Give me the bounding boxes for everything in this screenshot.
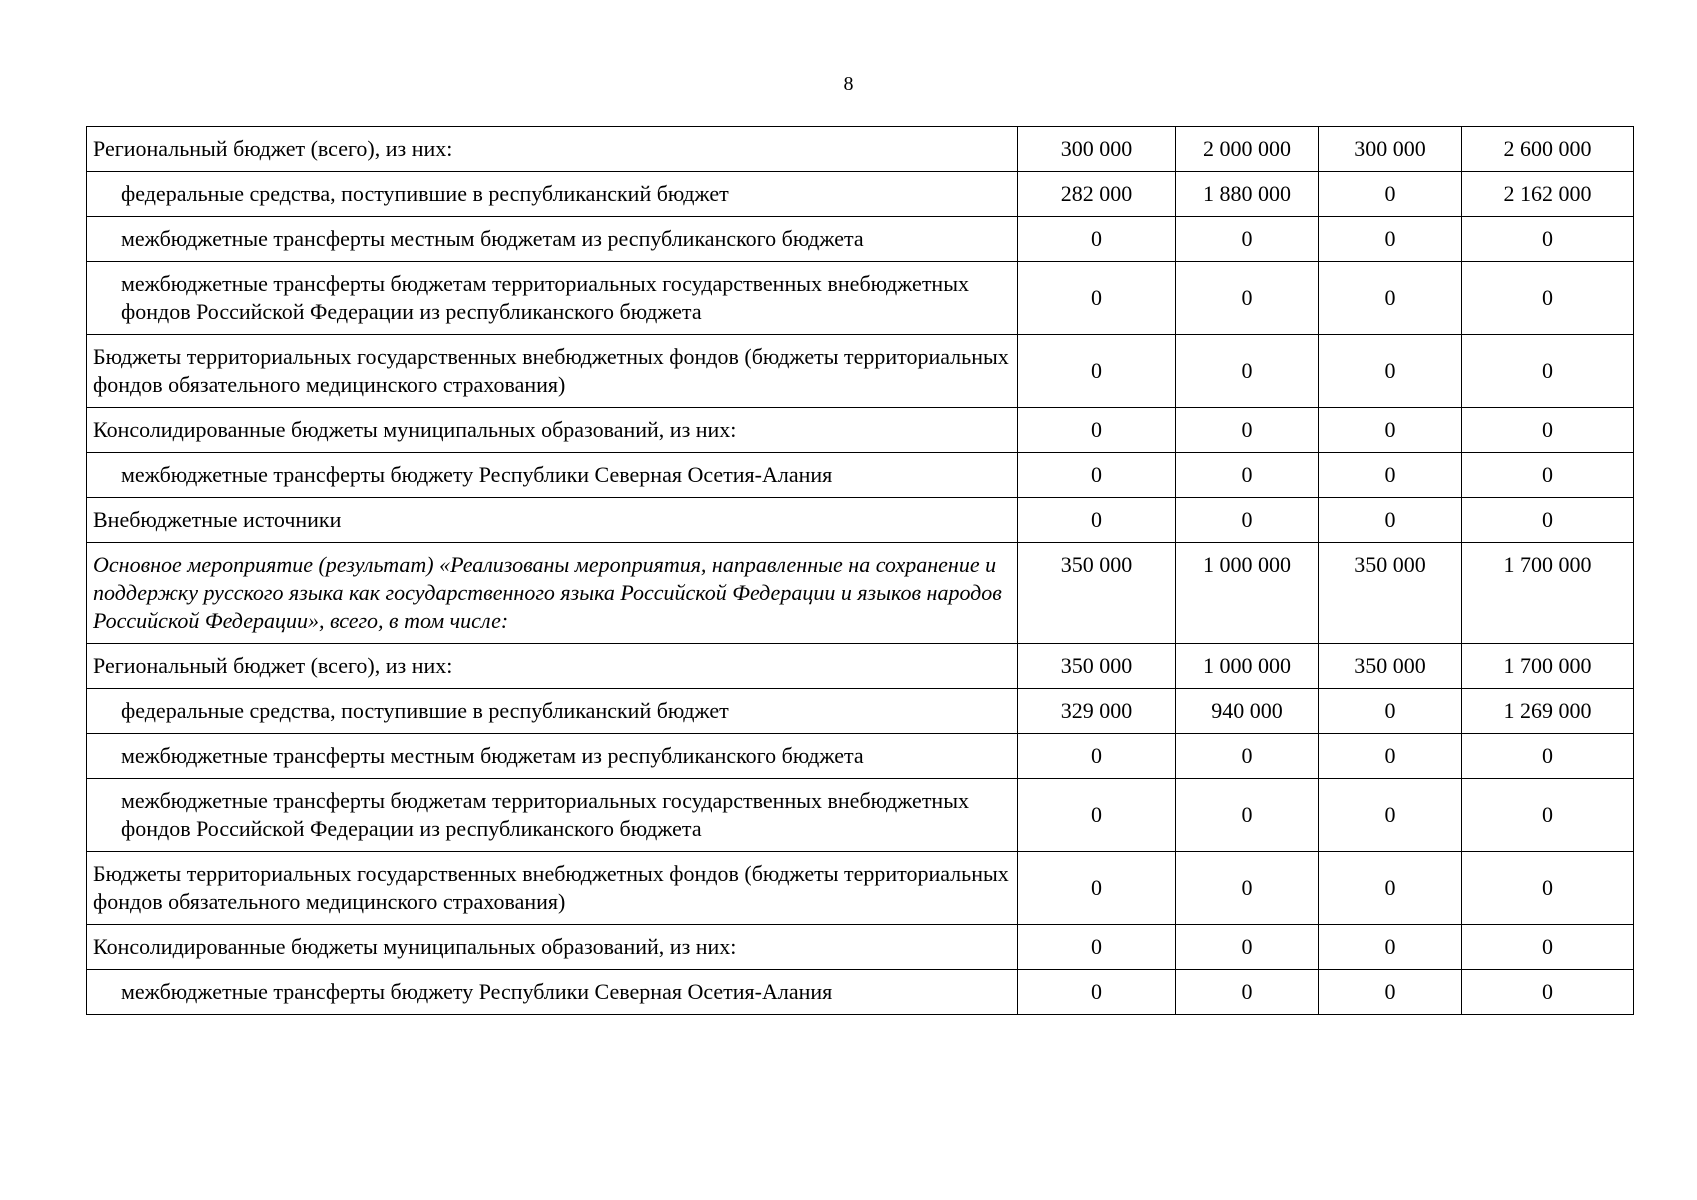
value-cell: 329 000 <box>1018 689 1176 734</box>
value-cell: 0 <box>1319 498 1462 543</box>
page-number: 8 <box>843 73 854 95</box>
value-cell: 0 <box>1319 453 1462 498</box>
value-cell: 350 000 <box>1018 543 1176 644</box>
row-label: Бюджеты территориальных государственных внебюджетных фондов (бюджеты территориальных фондов обязательного медицинского страхования) <box>87 852 1018 925</box>
row-label: межбюджетные трансферты бюджету Республики Северная Осетия-Алания <box>87 453 1018 498</box>
value-cell: 0 <box>1176 453 1319 498</box>
row-label: межбюджетные трансферты местным бюджетам из республиканского бюджета <box>87 734 1018 779</box>
value-cell: 0 <box>1176 734 1319 779</box>
table-row <box>87 335 1634 408</box>
value-cell: 0 <box>1018 453 1176 498</box>
value-cell: 350 000 <box>1018 644 1176 689</box>
value-cell: 0 <box>1319 925 1462 970</box>
table-row <box>87 408 1634 453</box>
value-cell: 0 <box>1018 852 1176 925</box>
value-cell: 1 000 000 <box>1176 543 1319 644</box>
value-cell: 0 <box>1319 689 1462 734</box>
value-cell: 0 <box>1462 925 1634 970</box>
table-row <box>87 453 1634 498</box>
value-cell: 0 <box>1319 262 1462 335</box>
row-label: Внебюджетные источники <box>87 498 1018 543</box>
row-label: федеральные средства, поступившие в республиканский бюджет <box>87 689 1018 734</box>
value-cell: 0 <box>1462 779 1634 852</box>
row-label: Основное мероприятие (результат) «Реализованы мероприятия, направленные на сохранение и поддержку русского языка как государственного языка Российской Федерации и языков народов Российской Федерации», всего, в том числе: <box>87 543 1018 644</box>
value-cell: 0 <box>1319 852 1462 925</box>
table-row <box>87 217 1634 262</box>
table-row <box>87 543 1634 644</box>
value-cell: 0 <box>1462 453 1634 498</box>
value-cell: 940 000 <box>1176 689 1319 734</box>
value-cell: 0 <box>1319 734 1462 779</box>
value-cell: 0 <box>1176 852 1319 925</box>
table-row <box>87 498 1634 543</box>
value-cell: 300 000 <box>1018 127 1176 172</box>
value-cell: 0 <box>1462 408 1634 453</box>
value-cell: 0 <box>1176 408 1319 453</box>
value-cell: 0 <box>1462 217 1634 262</box>
budget-table <box>86 126 1634 1015</box>
value-cell: 0 <box>1176 779 1319 852</box>
row-label: межбюджетные трансферты бюджетам территориальных государственных внебюджетных фондов Российской Федерации из республиканского бюджета <box>87 262 1018 335</box>
table-row <box>87 779 1634 852</box>
value-cell: 0 <box>1319 970 1462 1015</box>
row-label: Консолидированные бюджеты муниципальных образований, из них: <box>87 408 1018 453</box>
table-row <box>87 262 1634 335</box>
table-row <box>87 172 1634 217</box>
value-cell: 0 <box>1018 970 1176 1015</box>
row-label: федеральные средства, поступившие в республиканский бюджет <box>87 172 1018 217</box>
value-cell: 0 <box>1462 734 1634 779</box>
value-cell: 2 600 000 <box>1462 127 1634 172</box>
table-row <box>87 127 1634 172</box>
value-cell: 0 <box>1319 408 1462 453</box>
value-cell: 0 <box>1018 408 1176 453</box>
value-cell: 0 <box>1018 734 1176 779</box>
value-cell: 1 000 000 <box>1176 644 1319 689</box>
value-cell: 1 700 000 <box>1462 543 1634 644</box>
table-row <box>87 852 1634 925</box>
value-cell: 0 <box>1018 217 1176 262</box>
value-cell: 300 000 <box>1319 127 1462 172</box>
table-row <box>87 689 1634 734</box>
table-row <box>87 925 1634 970</box>
value-cell: 350 000 <box>1319 543 1462 644</box>
value-cell: 0 <box>1018 925 1176 970</box>
table-row <box>87 734 1634 779</box>
value-cell: 1 269 000 <box>1462 689 1634 734</box>
value-cell: 350 000 <box>1319 644 1462 689</box>
value-cell: 0 <box>1462 262 1634 335</box>
value-cell: 0 <box>1176 498 1319 543</box>
value-cell: 0 <box>1319 779 1462 852</box>
table-row <box>87 970 1634 1015</box>
value-cell: 0 <box>1462 335 1634 408</box>
value-cell: 282 000 <box>1018 172 1176 217</box>
value-cell: 2 162 000 <box>1462 172 1634 217</box>
row-label: Консолидированные бюджеты муниципальных образований, из них: <box>87 925 1018 970</box>
row-label: Региональный бюджет (всего), из них: <box>87 127 1018 172</box>
value-cell: 0 <box>1462 970 1634 1015</box>
value-cell: 0 <box>1319 335 1462 408</box>
value-cell: 0 <box>1176 970 1319 1015</box>
value-cell: 0 <box>1018 779 1176 852</box>
value-cell: 0 <box>1018 262 1176 335</box>
row-label: Региональный бюджет (всего), из них: <box>87 644 1018 689</box>
value-cell: 0 <box>1462 852 1634 925</box>
value-cell: 0 <box>1462 498 1634 543</box>
value-cell: 0 <box>1176 925 1319 970</box>
value-cell: 0 <box>1176 262 1319 335</box>
value-cell: 0 <box>1319 172 1462 217</box>
value-cell: 0 <box>1018 498 1176 543</box>
value-cell: 1 700 000 <box>1462 644 1634 689</box>
row-label: Бюджеты территориальных государственных внебюджетных фондов (бюджеты территориальных фондов обязательного медицинского страхования) <box>87 335 1018 408</box>
value-cell: 0 <box>1319 217 1462 262</box>
value-cell: 1 880 000 <box>1176 172 1319 217</box>
value-cell: 2 000 000 <box>1176 127 1319 172</box>
row-label: межбюджетные трансферты местным бюджетам из республиканского бюджета <box>87 217 1018 262</box>
value-cell: 0 <box>1018 335 1176 408</box>
row-label: межбюджетные трансферты бюджетам территориальных государственных внебюджетных фондов Российской Федерации из республиканского бюджета <box>87 779 1018 852</box>
table-row <box>87 644 1634 689</box>
value-cell: 0 <box>1176 335 1319 408</box>
row-label: межбюджетные трансферты бюджету Республики Северная Осетия-Алания <box>87 970 1018 1015</box>
value-cell: 0 <box>1176 217 1319 262</box>
